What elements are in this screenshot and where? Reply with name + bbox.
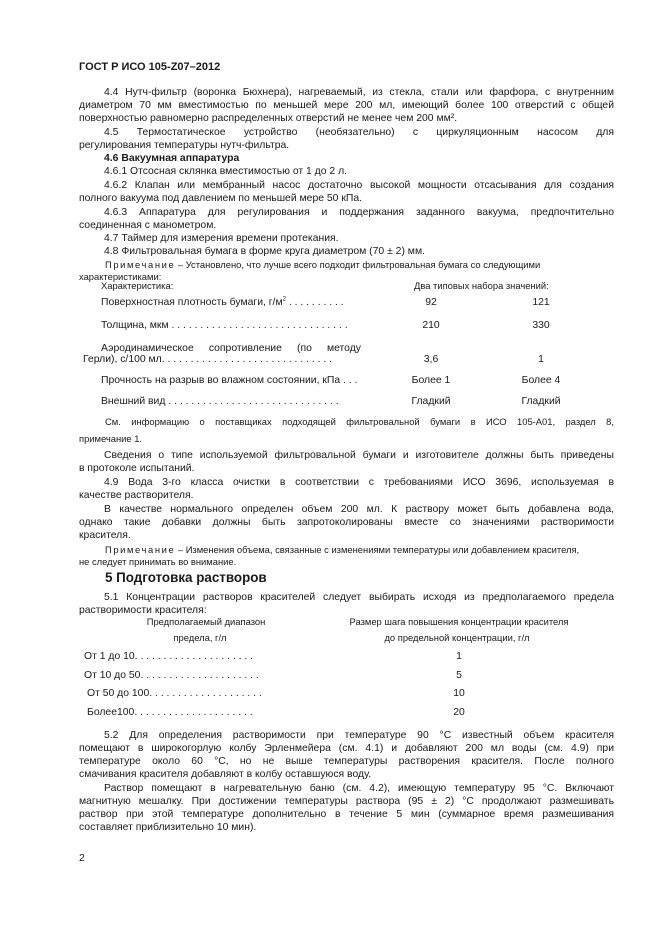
paper-row-label: Внешний вид . . . . . . . . . . . . . . . . . . . . . . . . . . . . . . [101,396,339,407]
conc-table-header-left-2: предела, г/л [173,632,227,643]
paper-row-value-2: 1 [538,354,544,365]
para-4-6-3-line-1: 4.6.3 Аппаратура для регулирования и поддержания заданного вакуума, предпочтительно [104,207,614,218]
para-volume-line-3: красителя. [79,530,131,541]
para-4-5-line-2: регулирования температуры нутч-фильтра. [79,140,290,151]
para-5-2-line-2: помещают в широкогорлую колбу Эрленмейера (см. 4.1) и добавляют 200 мл воды (см. 4.9) при [79,743,614,754]
conc-table-header-left-1: Предполагаемый диапазон [146,616,266,627]
conc-row-step: 20 [453,707,465,718]
conc-table-header-right-1: Размер шага повышения концентрации красителя [349,616,569,627]
paper-row-value-2: Гладкий [521,396,561,407]
para-4-5-line-1: 4.5 Термостатическое устройство (необязательно) с циркуляционным насосом для [104,127,614,138]
conc-row-range: Более100. . . . . . . . . . . . . . . . . . . . . [87,707,253,718]
conc-row-range: От 1 до 10. . . . . . . . . . . . . . . . . . . . . [84,651,254,662]
para-bath-line-3: раствор при этой температуре дополнительно в течение 5 мин (суммарное время размешивания [79,809,614,820]
para-5-1-line-1: 5.1 Концентрации растворов красителей следует выбирать исходя из предполагаемого предела [104,592,614,603]
paper-row-label: Толщина, мкм . . . . . . . . . . . . . . . . . . . . . . . . . . . . . . . [101,320,348,331]
heading-4-6: 4.6 Вакуумная аппаратура [104,153,240,164]
para-5-2-line-3: температуре около 60 °С, но не выше температуры растворения красителя. После полного [79,756,614,767]
para-volume-line-1: В качестве нормального определен объем 200 мл. К раствору может быть добавлена вода, [104,504,614,515]
para-5-2-line-4: смачивания красителя добавляют в колбу оставшуюся воду. [79,769,372,780]
paper-row-label: Поверхностная плотность бумаги, $г/м^2$ . . . . . . . . . . [101,296,344,308]
paper-row-value-1: Более 1 [411,375,451,386]
para-5-1-line-2: растворимости красителя: [79,605,207,616]
note-1-label: Примечание [105,259,176,270]
para-4-8: 4.8 Фильтровальная бумага в форме круга диаметром (70 ± 2) мм. [104,246,425,257]
para-bath-line-4: составляет приблизительно 10 мин). [79,822,257,833]
conc-row-step: 1 [456,651,462,662]
paper-row-value-1: Гладкий [411,396,451,407]
document-header-id: ГОСТ Р ИСО 105-Z07–2012 [79,61,221,73]
para-bath-line-1: Раствор помещают в нагревательную баню (см. 4.2), имеющую температуру 95 °С. Включают [104,783,614,794]
paper-table-header-characteristic: Характеристика: [101,280,174,291]
note-2-label: Примечание [105,544,176,555]
para-4-6-2-line-1: 4.6.2 Клапан или мембранный насос достаточно высокой мощности отсасывания для создания [104,180,614,191]
paper-row-label: Прочность на разрыв во влажном состоянии, кПа . . . [101,375,358,386]
para-bath-line-2: магнитную мешалку. При достижении температуры раствора (95 ± 2) °С продолжают размешивать [79,796,614,807]
conc-table-header-right-2: до предельной концентрации, г/л [384,632,530,643]
paper-row-value-1: 210 [422,320,440,331]
conc-row-range: От 50 до 100. . . . . . . . . . . . . . . . . . . . [87,688,262,699]
paper-source-line-1: См. информацию о поставщиках подходящей фильтровальной бумаги в ИСО 105-А01, раздел 8, [105,416,614,427]
note-1-text: – Установлено, что лучше всего подходит фильтровальная бумага со следующими [175,259,541,270]
para-4-9-line-2: качестве растворителя. [79,490,194,501]
para-4-6-2-line-2: полного вакуума под давлением по меньшей мере 50 кПа. [79,193,363,204]
para-info-line-2: в протоколе испытаний. [79,463,195,474]
section-5-title: 5 Подготовка растворов [105,570,267,585]
conc-row-step: 5 [456,670,462,681]
para-4-6-1: 4.6.1 Отсосная склянка вместимостью от 1 до 2 л. [104,166,348,177]
para-4-7: 4.7 Таймер для измерения времени протекания. [104,233,339,244]
note-2-line-2: не следует принимать во внимание. [79,556,237,567]
para-volume-line-2: однако такие добавки должны быть запротоколированы вместе со значениями растворимости [79,517,614,528]
para-4-4-line-2: диаметром 70 мм вместимостью по меньшей мере 200 мл, имеющий более 100 отверстий с общей [79,100,614,111]
para-5-2-line-1: 5.2 Для определения растворимости при температуре 90 °С известный объем красителя [104,730,614,741]
paper-table-header-values: Два типовых набора значений: [414,280,549,291]
conc-row-step: 10 [453,688,465,699]
conc-row-range: От 10 до 50. . . . . . . . . . . . . . . . . . . . . [84,670,259,681]
paper-row-value-2: Более 4 [521,375,561,386]
paper-row-value-2: 121 [532,297,550,308]
paper-row-value-1: 92 [425,297,437,308]
para-info-line-1: Сведения о типе используемой фильтровальной бумаги и изготовителе должны быть приведены [104,450,614,461]
para-4-4-line-3: поверхностью равномерно распределенных отверстий не менее чем 200 мм². [79,113,458,124]
para-4-6-3-line-2: соединенная с манометром. [79,220,217,231]
paper-source-line-2: примечание 1. [79,433,143,444]
paper-row-value-2: 330 [532,320,550,331]
para-4-9-line-1: 4.9 Вода 3-го класса очистки в соответствии с требованиями ИСО 3696, используемая в [104,477,614,488]
para-4-4-line-1: 4.4 Нутч-фильтр (воронка Бюхнера), нагреваемый, из стекла, стали или фарфора, с внутренним [104,87,614,98]
note-1-line-2: характеристиками: [79,271,162,282]
paper-row-label: Аэродинамическое сопротивление (по методу [101,343,361,354]
paper-row-value-1: 3,6 [423,354,439,365]
page-number: 2 [79,852,85,864]
paper-row-label: Герли), с/100 мл. . . . . . . . . . . . . . . . . . . . . . . . . . . . . . [83,354,333,365]
note-2-text: – Изменения объема, связанные с изменениями температуры или добавлением красителя, [175,544,580,555]
